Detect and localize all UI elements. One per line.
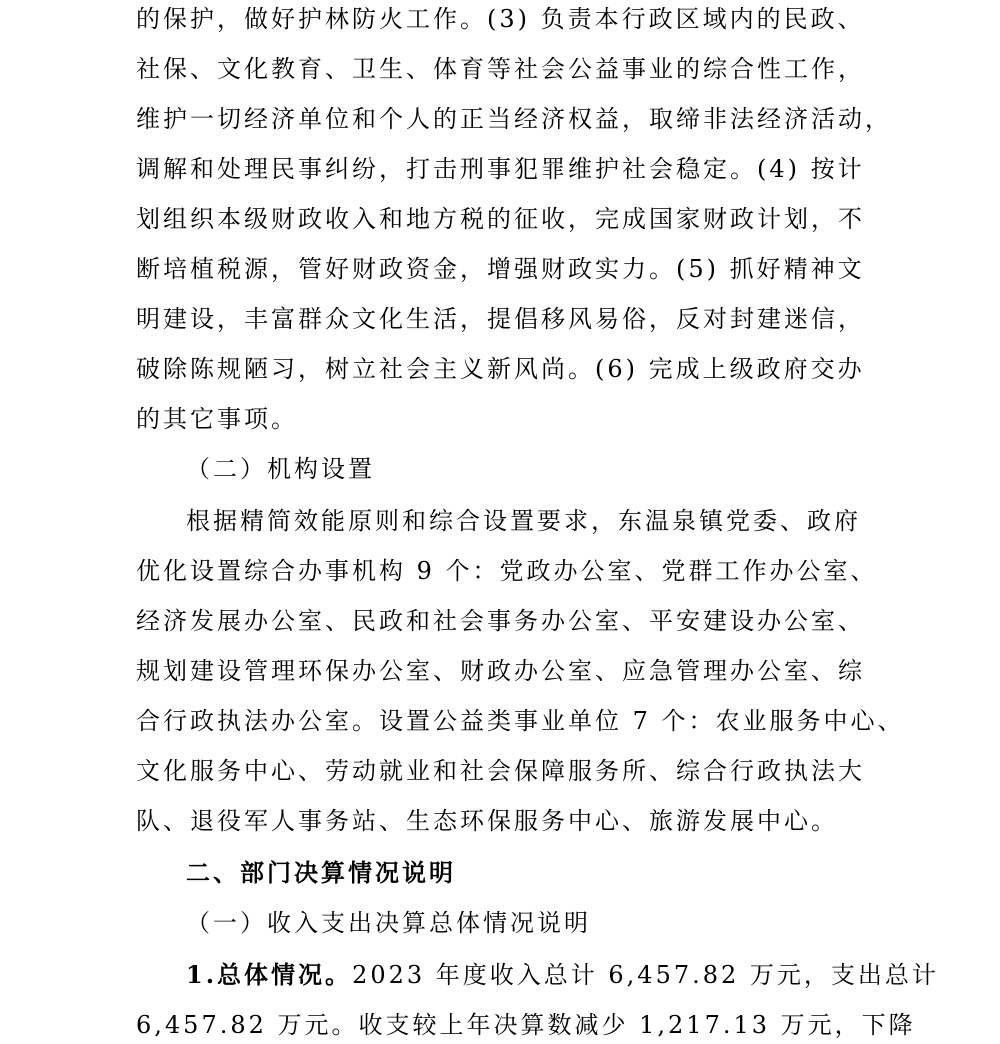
sub-heading: （一）收入支出决算总体情况说明	[186, 909, 591, 937]
text-line: 6,457.82 万元。收支较上年决算数减少 1,217.13 万元，下降	[136, 1011, 916, 1039]
text-line: 文化服务中心、劳动就业和社会保障服务所、综合行政执法大	[136, 757, 865, 785]
text-line: 断培植税源，管好财政资金，增强财政实力。(5) 抓好精神文	[136, 255, 865, 283]
text-line: 经济发展办公室、民政和社会事务办公室、平安建设办公室、	[136, 607, 865, 635]
text-line: 规划建设管理环保办公室、财政办公室、应急管理办公室、综	[136, 657, 865, 685]
section-heading: （二）机构设置	[186, 455, 375, 483]
text-line: 的其它事项。	[136, 405, 298, 433]
text-line: 破除陈规陋习，树立社会主义新风尚。(6) 完成上级政府交办	[136, 355, 865, 383]
paragraph-label: 1.总体情况。	[186, 960, 353, 989]
text-line: 合行政执法办公室。设置公益类事业单位 7 个：农业服务中心、	[136, 707, 905, 735]
text-line: 社保、文化教育、卫生、体育等社会公益事业的综合性工作，	[136, 55, 865, 83]
text-line: 根据精简效能原则和综合设置要求，东温泉镇党委、政府	[186, 507, 861, 535]
text-line: 维护一切经济单位和个人的正当经济权益，取缔非法经济活动，	[136, 105, 892, 133]
text-line: 队、退役军人事务站、生态环保服务中心、旅游发展中心。	[136, 807, 838, 835]
text-line: 优化设置综合办事机构 9 个：党政办公室、党群工作办公室、	[136, 557, 878, 585]
text-line: 调解和处理民事纠纷，打击刑事犯罪维护社会稳定。(4) 按计	[136, 155, 865, 183]
chapter-heading: 二、部门决算情况说明	[186, 858, 456, 887]
paragraph-first-line	[186, 960, 939, 990]
text-line: 的保护，做好护林防火工作。(3) 负责本行政区域内的民政、	[136, 5, 865, 33]
text-line: 划组织本级财政收入和地方税的征收，完成国家财政计划，不	[136, 205, 865, 233]
text-line: 明建设，丰富群众文化生活，提倡移风易俗，反对封建迷信，	[136, 305, 865, 333]
paragraph-text: 2023 年度收入总计 6,457.82 万元，支出总计	[352, 961, 939, 989]
